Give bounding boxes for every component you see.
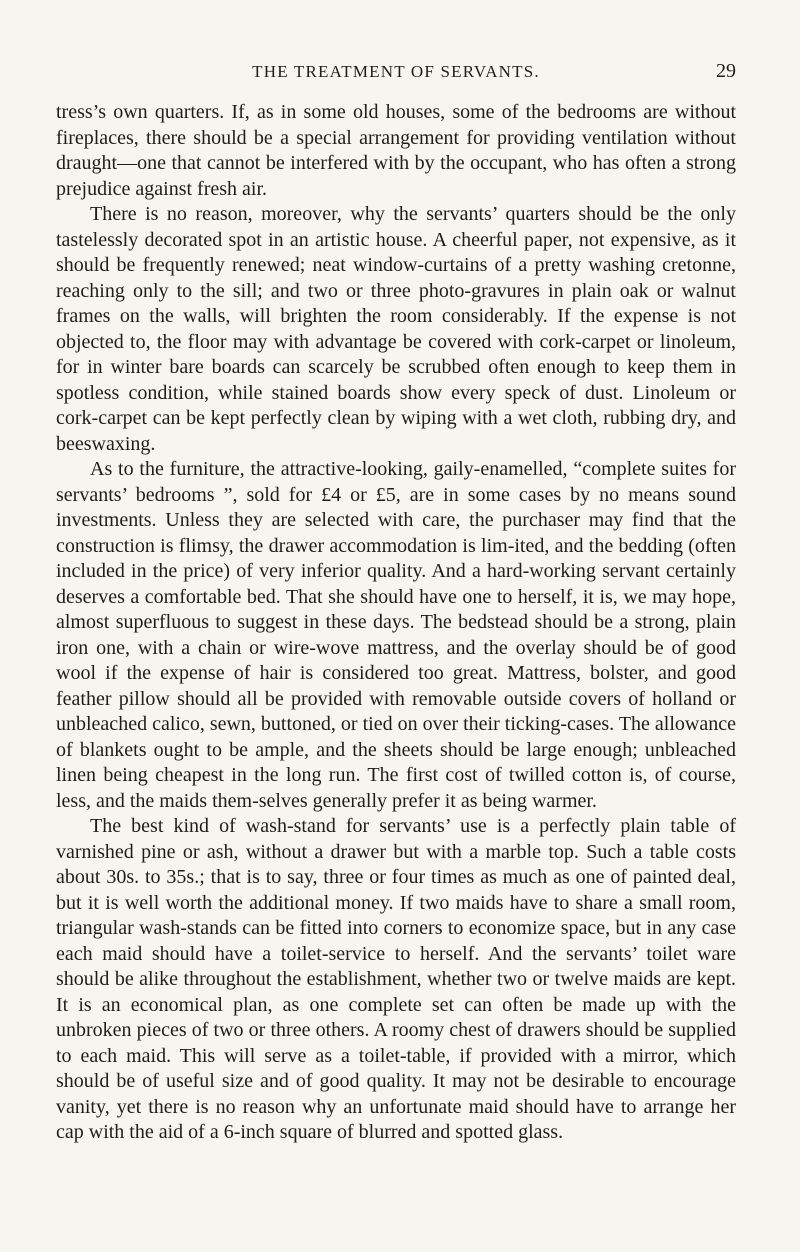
paragraph-decoration: There is no reason, moreover, why the servants’ quarters should be the only tastelessly decorated spot in an artistic house. A cheerful paper, not expensive, as it should be frequently renewed; neat window-curtains of a pretty washing cretonne, reaching only to the sill; and two or three photo-gravures in plain oak or walnut frames on the walls, will brighten the room considerably. If the expense is not objected to, the floor may with advantage be covered with cork-carpet or linoleum, for in winter bare boards can scarcely be scrubbed often enough to keep them in spotless condition, while stained boards show every speck of dust. Linoleum or cork-carpet can be kept perfectly clean by wiping with a wet cloth, rubbing dry, and beeswaxing.: [56, 203, 736, 455]
running-title: THE TREATMENT OF SERVANTS.: [252, 62, 540, 81]
running-head: [56, 60, 736, 88]
paragraph-wash-stand: The best kind of wash-stand for servants’ use is a perfectly plain table of varnished pine or ash, without a drawer but with a marble top. Such a table costs about 30s. to 35s.; that is to say, three or four times as much as one of painted deal, but it is well worth the additional money. If two maids have to share a small room, triangular wash-stands can be fitted into corners to economize space, but in any case each maid should have a toilet-service to herself. And the servants’ toilet ware should be alike throughout the establishment, whether two or twelve maids are kept. It is an economical plan, as one complete set can often be made up with the unbroken pieces of two or three others. A roomy chest of drawers should be supplied to each maid. This will serve as a toilet-table, if provided with a mirror, which should be of useful size and of good quality. It may not be desirable to encourage vanity, yet there is no reason why an unfortunate maid should have to arrange her cap with the aid of a 6-inch square of blurred and spotted glass.: [56, 815, 736, 1143]
paragraph-furniture: As to the furniture, the attractive-looking, gaily-enamelled, “complete suites for servants’ bedrooms ”, sold for £4 or £5, are in some cases by no means sound investments. Unless they are selected with care, the purchaser may find that the construction is flimsy, the drawer accommodation is lim-ited, and the bedding (often included in the price) of very inferior quality. And a hard-working servant certainly deserves a comfortable bed. That she should have one to herself, it is, we may hope, almost superfluous to suggest in these days. The bedstead should be a strong, plain iron one, with a chain or wire-wove mattress, and the overlay should be of good wool if the expense of hair is considered too great. Mattress, bolster, and good feather pillow should all be provided with removable outside covers of holland or unbleached calico, sewn, buttoned, or tied on over their ticking-cases. The allowance of blankets ought to be ample, and the sheets should be large enough; unbleached linen being cheapest in the long run. The first cost of twilled cotton is, of course, less, and the maids them-selves generally prefer it as being warmer.: [56, 458, 736, 812]
body-text: [56, 100, 736, 1146]
paragraph-continuation: tress’s own quarters. If, as in some old houses, some of the bedrooms are without fireplaces, there should be a special arrangement for providing ventilation without draught—one that cannot be interfered with by the occupant, who has often a strong prejudice against fresh air.: [56, 101, 736, 200]
page-number: 29: [716, 60, 736, 82]
